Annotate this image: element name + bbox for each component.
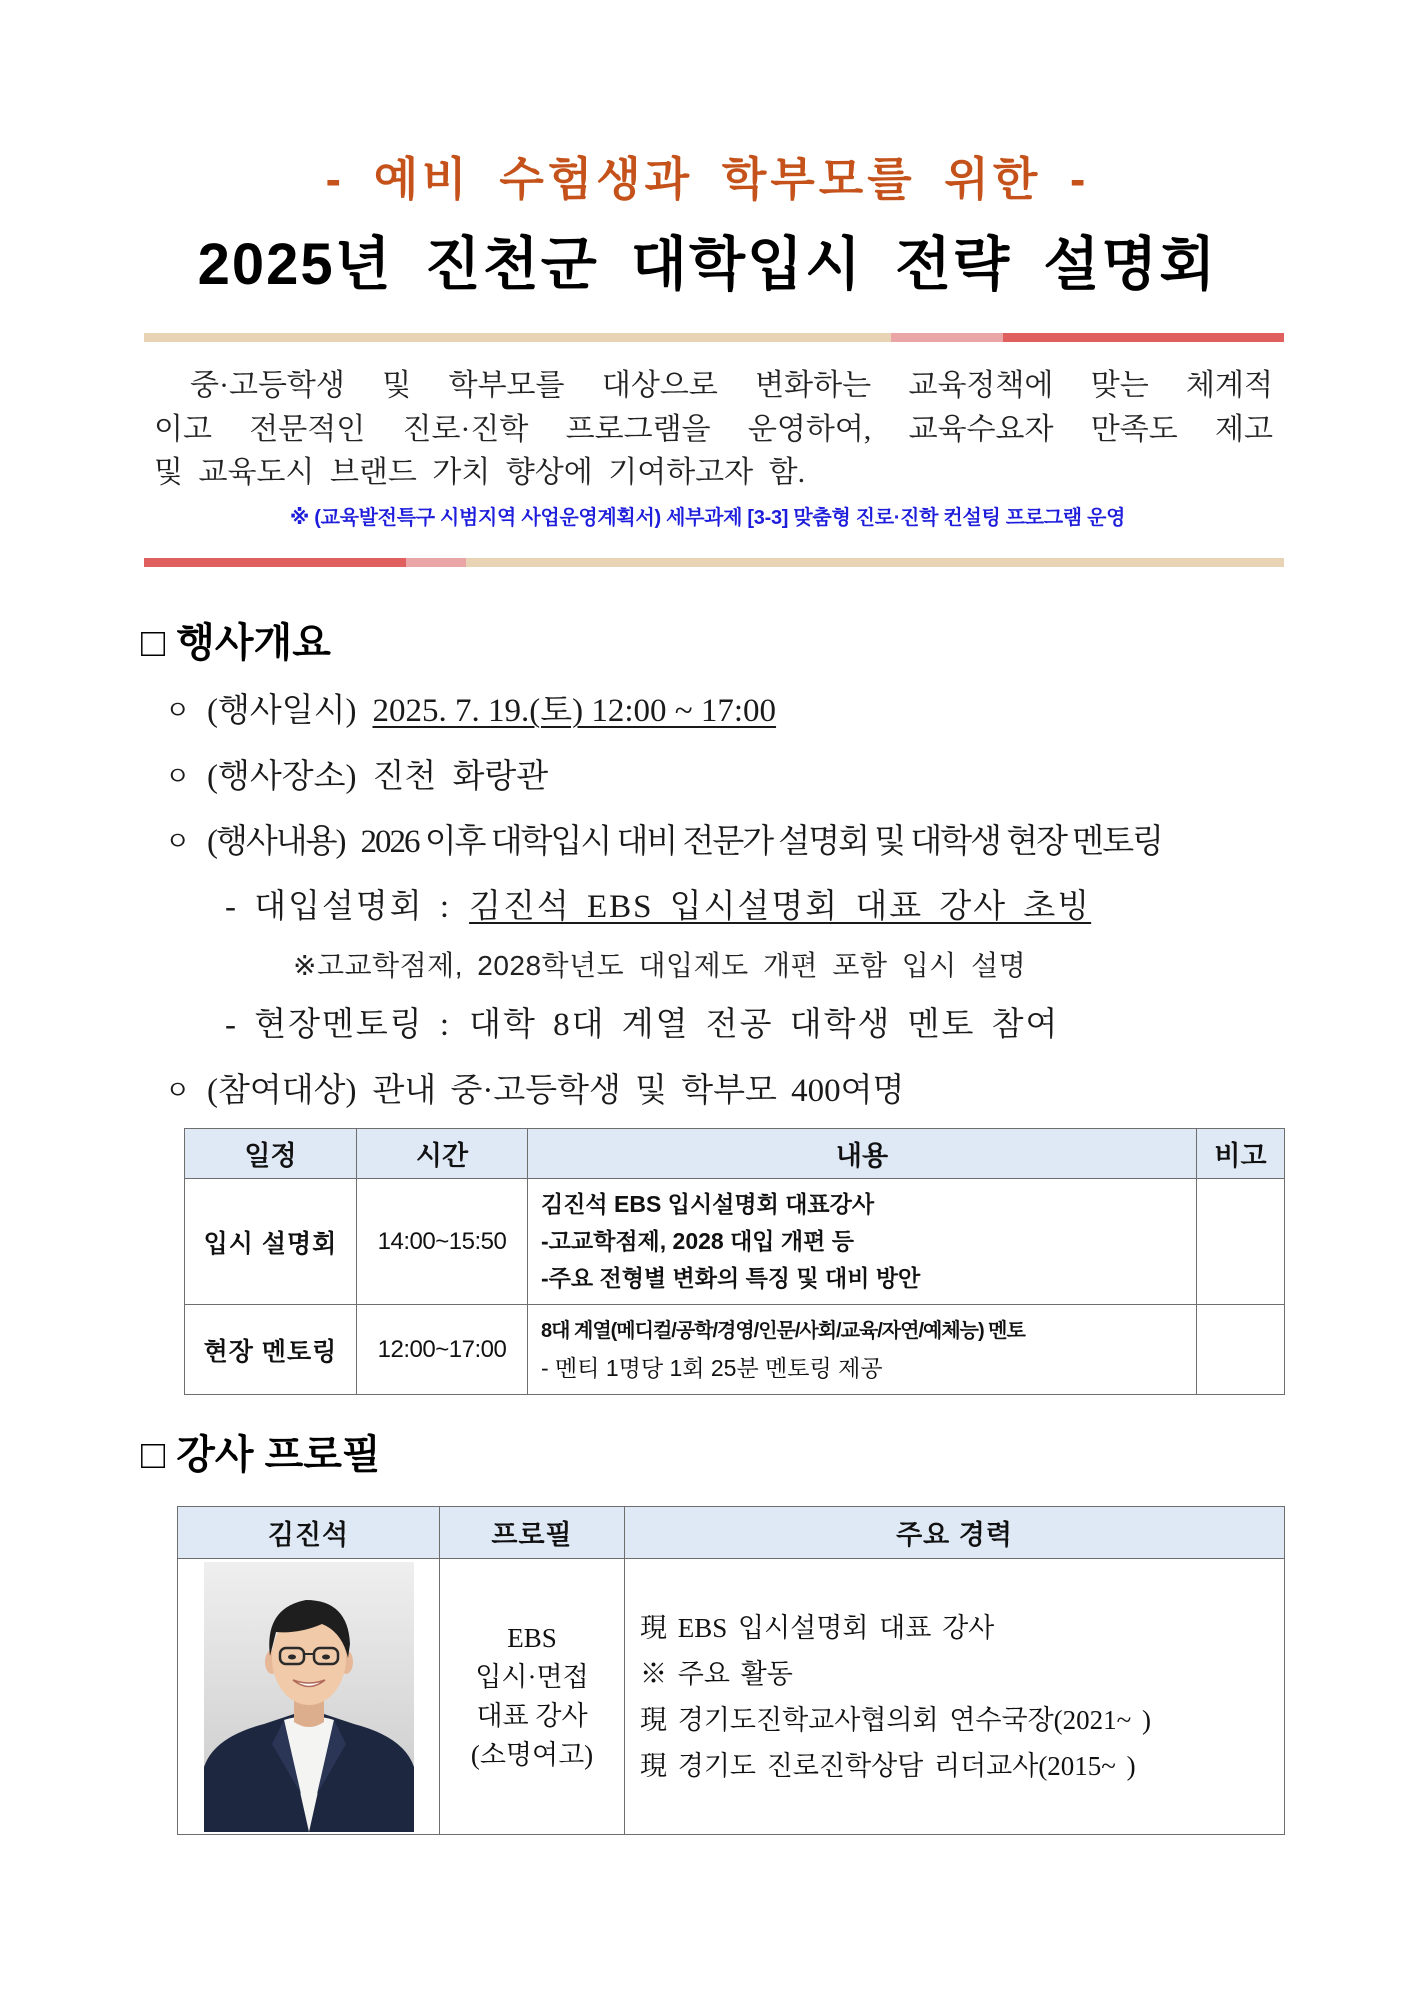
- profile-header-row: [178, 1507, 1285, 1559]
- schedule-time-cell: 14:00~15:50: [357, 1179, 528, 1305]
- career-cell: [625, 1559, 1285, 1835]
- schedule-event-cell: 입시 설명회: [185, 1179, 357, 1305]
- overview-item-venue: [165, 757, 548, 797]
- content-line: 8대 계열(메디컬/공학/경영/인문/사회/교육/자연/예체능) 멘토: [541, 1319, 1025, 1342]
- career-line: 現 경기도진학교사협의회 연수국장(2021~ ): [640, 1704, 1151, 1735]
- date-label: (행사일시): [207, 693, 357, 729]
- career-line: ※ 주요 활동: [640, 1658, 793, 1689]
- content-line: -고교학점제, 2028 대입 개편 등: [541, 1228, 854, 1254]
- mentoring-prefix: - 현장멘토링 :: [225, 1007, 452, 1043]
- bar-segment-red: [144, 558, 406, 567]
- overview-item-content: [165, 822, 1162, 862]
- bullet-marker: ㅇ: [165, 696, 191, 725]
- program-reference-note: ※ (교육발전특구 시범지역 사업운영계획서) 세부과제 [3-3] 맞춤형 진로·진학 컨설팅 프로그램 운영: [289, 507, 1126, 529]
- career-line: 現 EBS 입시설명회 대표 강사: [640, 1612, 995, 1643]
- profile-header-career: 주요 경력: [625, 1507, 1285, 1559]
- bar-segment-beige: [144, 333, 891, 342]
- venue-value: 진천 화랑관: [372, 759, 549, 795]
- profile-header-name: 김진석: [178, 1507, 440, 1559]
- bottom-decorative-bar: [144, 558, 1284, 567]
- bullet-marker: ㅇ: [165, 1076, 191, 1105]
- admission-briefing-value: 김진석 EBS 입시설명회 대표 강사 초빙: [469, 889, 1092, 925]
- intro-line-2: 이고 전문적인 진로·진학 프로그램을 운영하여, 교육수요자 만족도 제고: [154, 413, 1273, 446]
- venue-label: (행사장소): [207, 759, 357, 795]
- photo-cell: [178, 1559, 440, 1835]
- top-decorative-bar: [144, 333, 1284, 342]
- bar-segment-pink: [891, 333, 1003, 342]
- intro-line-3: 및 교육도시 브랜드 가치 향상에 기여하고자 함.: [154, 456, 806, 489]
- table-row: [185, 1179, 1285, 1305]
- section-heading-overview: □ 행사개요: [141, 621, 331, 665]
- schedule-header-note: 비고: [1197, 1129, 1285, 1179]
- admission-briefing-note: ※고교학점제, 2028학년도 대입제도 개편 포함 입시 설명: [293, 950, 1027, 981]
- target-value: 관내 중·고등학생 및 학부모 400여명: [372, 1073, 905, 1109]
- bar-segment-pink: [406, 558, 466, 567]
- profile-line: (소명여고): [470, 1739, 594, 1770]
- profile-line: 입시·면접: [475, 1661, 589, 1692]
- profile-summary-cell: [440, 1559, 625, 1835]
- schedule-header-event: 일정: [185, 1129, 357, 1179]
- schedule-content-cell: [528, 1305, 1197, 1395]
- table-row: [185, 1305, 1285, 1395]
- instructor-photo: [204, 1562, 414, 1832]
- content-line: - 멘티 1명당 1회 25분 멘토링 제공: [541, 1354, 883, 1381]
- bullet-marker: ㅇ: [165, 762, 191, 791]
- content-line: -주요 전형별 변화의 특징 및 대비 방안: [541, 1265, 921, 1291]
- intro-line-1: 중·고등학생 및 학부모를 대상으로 변화하는 교육정책에 맞는 체계적: [190, 369, 1273, 402]
- section-heading-profile: □ 강사 프로필: [141, 1433, 381, 1477]
- schedule-time-cell: 12:00~17:00: [357, 1305, 528, 1395]
- schedule-header-time: 시간: [357, 1129, 528, 1179]
- content-value: 2026 이후 대학입시 대비 전문가 설명회 및 대학생 현장 멘토링: [360, 824, 1162, 860]
- content-line: 김진석 EBS 입시설명회 대표강사: [541, 1191, 875, 1217]
- date-value: 2025. 7. 19.(토) 12:00 ~ 17:00: [372, 693, 777, 729]
- schedule-content-cell: [528, 1179, 1197, 1305]
- mentoring-value: 대학 8대 계열 전공 대학생 멘토 참여: [469, 1007, 1060, 1043]
- career-line: 現 경기도 진로진학상담 리더교사(2015~ ): [640, 1750, 1136, 1781]
- content-label: (행사내용): [207, 824, 345, 860]
- bar-segment-red: [1003, 333, 1284, 342]
- bar-segment-beige: [466, 558, 1284, 567]
- event-subtitle: - 예비 수험생과 학부모를 위한 -: [325, 153, 1090, 205]
- profile-line: EBS: [507, 1622, 557, 1653]
- bullet-marker: ㅇ: [165, 827, 189, 856]
- profile-table: [177, 1506, 1285, 1835]
- schedule-event-cell: 현장 멘토링: [185, 1305, 357, 1395]
- overview-sub-admission-briefing: [225, 887, 1091, 927]
- schedule-note-cell: [1197, 1179, 1285, 1305]
- schedule-note-cell: [1197, 1305, 1285, 1395]
- profile-header-profile: 프로필: [440, 1507, 625, 1559]
- table-row: [178, 1559, 1285, 1835]
- overview-sub-mentoring: [225, 1005, 1059, 1045]
- target-label: (참여대상): [207, 1073, 357, 1109]
- schedule-header-content: 내용: [528, 1129, 1197, 1179]
- overview-item-target: [165, 1071, 904, 1111]
- schedule-table: [184, 1128, 1285, 1395]
- schedule-header-row: [185, 1129, 1285, 1179]
- profile-line: 대표 강사: [476, 1700, 588, 1731]
- overview-item-date: [165, 691, 776, 731]
- event-title: 2025년 진천군 대학입시 전략 설명회: [197, 232, 1218, 297]
- admission-briefing-prefix: - 대입설명회 :: [225, 889, 452, 925]
